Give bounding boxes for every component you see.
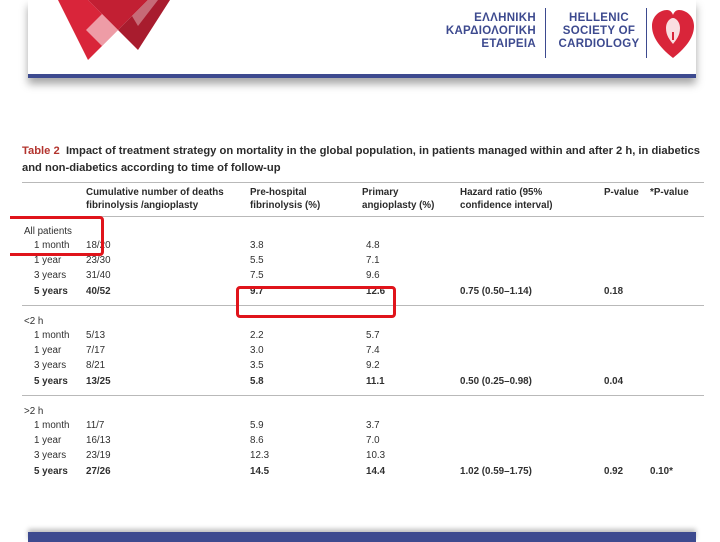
- table-rule: [22, 182, 704, 183]
- row-primary-pct: 12.6: [366, 285, 386, 297]
- row-prehospital-pct: 5.5: [250, 255, 264, 267]
- column-header-line: fibrinolysis /angioplasty: [86, 200, 199, 211]
- row-pvalue: 0.92: [604, 465, 624, 477]
- row-deaths: 27/26: [86, 465, 111, 477]
- header-panel: [28, 0, 696, 74]
- row-deaths: 8/21: [86, 360, 106, 372]
- row-deaths: 40/52: [86, 285, 111, 297]
- row-primary-pct: 7.0: [366, 435, 380, 447]
- row-period: 3 years: [34, 360, 67, 372]
- heart-logo-icon: [650, 6, 696, 62]
- row-period: 1 month: [34, 240, 70, 251]
- row-period: 3 years: [34, 450, 67, 462]
- row-prehospital-pct: 12.3: [250, 450, 270, 462]
- row-deaths: 11/7: [86, 420, 105, 431]
- row-primary-pct: 9.2: [366, 360, 380, 372]
- column-header-line: fibrinolysis (%): [250, 200, 321, 211]
- group-label: <2 h: [24, 316, 44, 327]
- org-name-greek-line: ΚΑΡΔΙΟΛΟΓΙΚΗ: [445, 25, 536, 37]
- column-header-line: P-value: [604, 187, 639, 198]
- row-primary-pct: 9.6: [366, 270, 380, 282]
- row-period: 1 year: [34, 255, 62, 267]
- row-period: 1 year: [34, 435, 62, 447]
- column-header-pvalue-star: [650, 186, 689, 199]
- row-deaths: 7/17: [86, 345, 106, 357]
- row-prehospital-pct: 2.2: [250, 330, 264, 341]
- row-period: 1 year: [34, 345, 62, 357]
- row-deaths: 23/30: [86, 255, 111, 267]
- org-name-greek-line: ΕΤΑΙΡΕΙΑ: [481, 38, 536, 50]
- table-rule: [22, 395, 704, 396]
- row-prehospital-pct: 3.8: [250, 240, 264, 251]
- column-header-pvalue: [604, 186, 639, 199]
- row-primary-pct: 14.4: [366, 465, 386, 477]
- row-primary-pct: 4.8: [366, 240, 380, 251]
- row-hazard-ratio: 0.50 (0.25–0.98): [460, 375, 532, 387]
- column-header-primary: [362, 186, 434, 212]
- highlight-all-patients: [10, 216, 104, 256]
- table-caption: [22, 143, 708, 177]
- row-prehospital-pct: 8.6: [250, 435, 264, 447]
- row-period: 5 years: [34, 375, 68, 387]
- row-deaths: 16/13: [86, 435, 111, 447]
- row-primary-pct: 5.7: [366, 330, 380, 341]
- column-header-deaths: [86, 186, 224, 212]
- org-name-english-line: SOCIETY OF: [562, 25, 636, 37]
- row-deaths: 13/25: [86, 375, 111, 387]
- row-primary-pct: 7.4: [366, 345, 380, 357]
- group-label: >2 h: [24, 406, 44, 417]
- row-hazard-ratio: 1.02 (0.59–1.75): [460, 465, 532, 477]
- org-name-english: [554, 12, 644, 51]
- group-label: All patients: [24, 226, 72, 237]
- row-deaths: 18/20: [86, 240, 111, 251]
- org-name-english-line: HELLENIC: [569, 12, 629, 24]
- column-header-line: Primary: [362, 187, 399, 198]
- row-pvalue: 0.18: [604, 285, 624, 297]
- org-name-english-line: CARDIOLOGY: [558, 38, 640, 50]
- row-prehospital-pct: 5.8: [250, 375, 264, 387]
- row-period: 1 month: [34, 420, 70, 431]
- row-primary-pct: 7.1: [366, 255, 380, 267]
- row-deaths: 5/13: [86, 330, 106, 341]
- row-period: 5 years: [34, 465, 68, 477]
- highlight-5-year-rates: [236, 286, 396, 318]
- column-header-line: angioplasty (%): [362, 200, 435, 211]
- row-primary-pct: 11.1: [366, 375, 385, 387]
- row-pvalue-star: 0.10*: [650, 465, 673, 477]
- row-prehospital-pct: 5.9: [250, 420, 264, 431]
- row-pvalue: 0.04: [604, 375, 624, 387]
- column-header-prehospital: [250, 186, 320, 212]
- table-caption-text: Impact of treatment strategy on mortality in the global population, in patients managed within and after 2 h, in diabetics and non-diabetics according to time of follow-up: [22, 145, 700, 174]
- row-period: 5 years: [34, 285, 68, 297]
- row-prehospital-pct: 14.5: [250, 465, 270, 477]
- row-period: 1 month: [34, 330, 70, 341]
- row-period: 3 years: [34, 270, 67, 282]
- diamond-logo-icon: [58, 0, 178, 74]
- footer-bar: [28, 532, 696, 542]
- table-rule: [22, 216, 704, 217]
- row-primary-pct: 10.3: [366, 450, 386, 462]
- row-primary-pct: 3.7: [366, 420, 380, 431]
- row-prehospital-pct: 7.5: [250, 270, 264, 282]
- column-header-line: Hazard ratio (95%: [460, 187, 543, 198]
- header-banner: [28, 0, 696, 78]
- header-divider: [545, 8, 546, 58]
- org-name-greek: [426, 12, 536, 51]
- row-deaths: 31/40: [86, 270, 111, 282]
- row-deaths: 23/19: [86, 450, 111, 462]
- column-header-line: Cumulative number of deaths: [86, 187, 224, 198]
- row-prehospital-pct: 3.5: [250, 360, 264, 372]
- header-divider: [646, 8, 647, 58]
- column-header-line: confidence interval): [460, 200, 553, 211]
- org-name-greek-line: ΕΛΛΗΝΙΚΗ: [474, 12, 536, 24]
- results-table: [10, 126, 710, 498]
- row-hazard-ratio: 0.75 (0.50–1.14): [460, 285, 532, 297]
- column-header-line: *P-value: [650, 187, 689, 198]
- row-prehospital-pct: 3.0: [250, 345, 264, 357]
- table-caption-label: Table 2: [22, 145, 60, 157]
- row-prehospital-pct: 9.7: [250, 285, 264, 297]
- column-header-hazard-ratio: [460, 186, 553, 212]
- column-header-line: Pre-hospital: [250, 187, 307, 198]
